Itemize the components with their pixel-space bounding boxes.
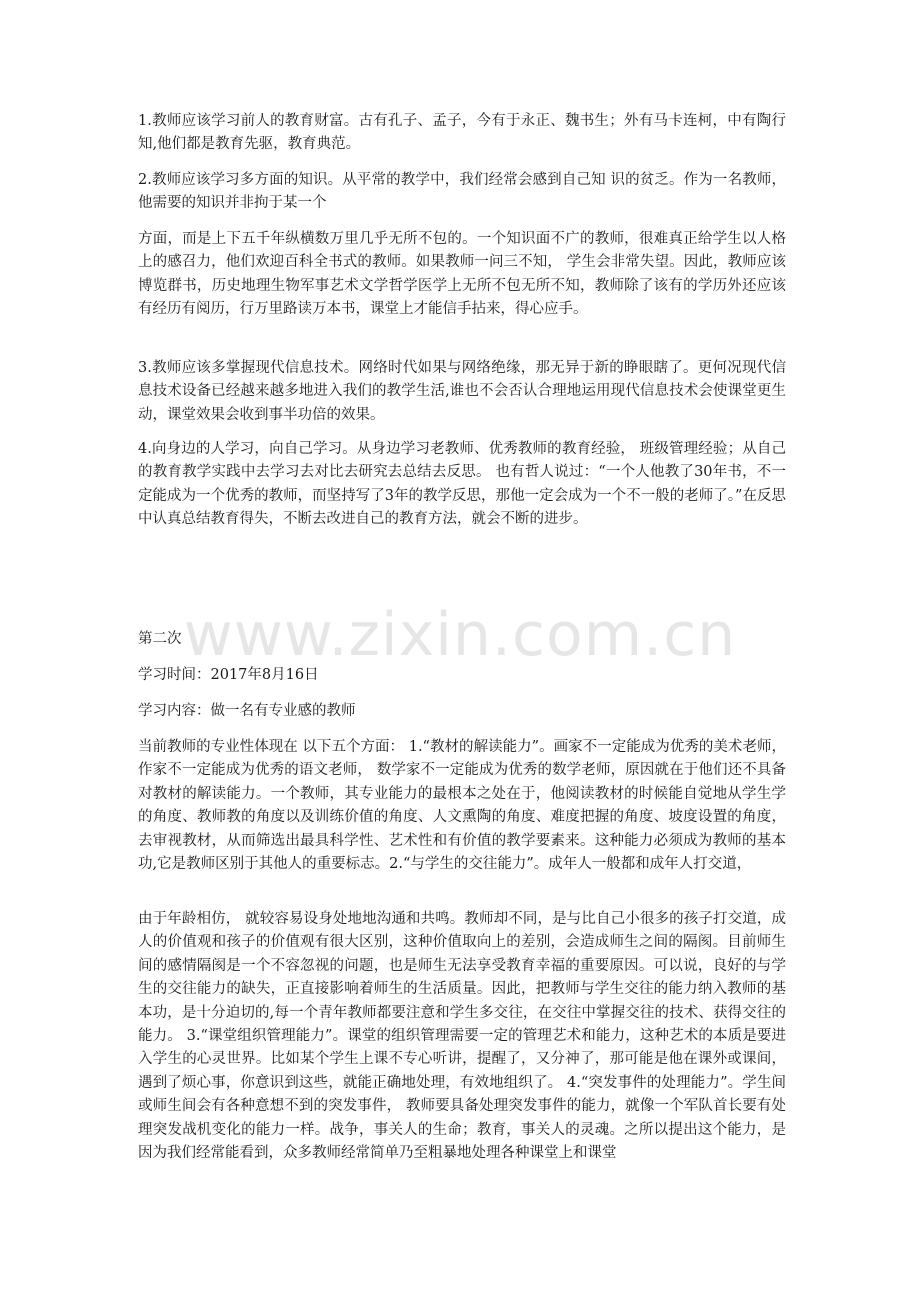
paragraph-knowledge-continued: 方面，而是上下五千年纵横数万里几乎无所不包的。一个知识面不广的教师，很难真正给学生以人格上的感召力，他们欢迎百科全书式的教师。如果教师一问三不知， 学生会非常失望。因此，教师应该博览群书，历史地理生物军事艺术文学哲学医学上无所不包无所不知，教师除了该有的学历外还应该有经历有阅历，行万里路读万本书，课堂上才能信手拈来，得心应手。 <box>138 231 786 318</box>
study-content: 学习内容：做一名有专业感的教师 <box>138 703 356 719</box>
paragraph-abilities-continued: 由于年龄相仿， 就较容易设身处地地沟通和共鸣。教师却不同，是与比自己小很多的孩子打交道，成人的价值观和孩子的价值观有很大区别，这种价值取向上的差别，会造成师生之间的隔阂。目前师生间的感情隔阂是一个不容忽视的问题，也是师生无法享受教育幸福的重要原因。可以说，良好的与学生的交往能力的缺失，正直接影响着师生的生活质量。因此，把教师与学生交往的能力纳入教师的基本功，是十分迫切的,每一个青年教师都要注意和学生多交往，在交往中掌握交往的技术、获得交往的能力。 3.“课堂组织管理能力”。课堂的组织管理需要一定的管理艺术和能力，这种艺术的本质是要进入学生的心灵世界。比如某个学生上课不专心听讲，提醒了，又分神了，那可能是他在课外或课间，遇到了烦心事，你意识到这些，就能正确地处理，有效地组织了。 4.“突发事件的处理能力”。学生间或师生间会有各种意想不到的突发事件， 教师要具备处理突发事件的能力，就像一个军队首长要有处理突发战机变化的能力一样。战争，事关人的生命；教育，事关人的灵魂。之所以提出这个能力，是因为我们经常能看到，众多教师经常简单乃至粗暴地处理各种课堂上和课堂 <box>138 911 786 1162</box>
paragraph-info-tech: 3.教师应该多掌握现代信息技术。网络时代如果与网络绝缘，那无异于新的睁眼瞎了。更何况现代信息技术设备已经越来越多地进入我们的教学生活,谁也不会否认合理地运用现代信息技术会使课堂更生动，课堂效果会收到事半功倍的效果。 <box>138 360 786 423</box>
paragraph-learn-predecessors: 1.教师应该学习前人的教育财富。古有孔子、孟子，今有于永正、魏书生；外有马卡连柯，中有陶行知,他们都是教育先驱，教育典范。 <box>138 113 786 153</box>
study-time: 学习时间：2017年8月16日 <box>138 667 319 683</box>
paragraph-learn-knowledge: 2.教师应该学习多方面的知识。从平常的教学中，我们经常会感到自己知 识的贫乏。作为一名教师，他需要的知识并非拘于某一个 <box>138 172 786 212</box>
watermark: www.zixin.com.cn <box>183 600 737 670</box>
paragraph-learn-others: 4.向身边的人学习，向自己学习。从身边学习老教师、优秀教师的教育经验， 班级管理经验；从自己的教育教学实践中去学习去对比去研究去总结去反思。 也有哲人说过：“一个人他教了30年书，不一定能成为一个优秀的教师，而坚持写了3年的教学反思，那他一定会成为一个不一般的老师了。”在反思中认真总结教育得失，不断去改进自己的教育方法，就会不断的进步。 <box>138 441 787 528</box>
paragraph-professional-abilities: 当前教师的专业性体现在 以下五个方面： 1.“教材的解读能力”。画家不一定能成为优秀的美术老师，作家不一定能成为优秀的语文老师， 数学家不一定能成为优秀的数学老师，原因就在于他们还不具备对教材的解读能力。一个教师，其专业能力的最根本之处在于，他阅读教材的时候能自觉地从学生学的角度、教师教的角度以及训练价值的角度、人文熏陶的角度、难度把握的角度、坡度设置的角度，去审视教材，从而筛选出最具科学性、艺术性和有价值的教学要素来。这种能力必须成为教师的基本功,它是教师区别于其他人的重要标志。2.“与学生的交往能力”。成年人一般都和成年人打交道， <box>138 739 786 873</box>
section-heading: 第二次 <box>138 631 182 647</box>
